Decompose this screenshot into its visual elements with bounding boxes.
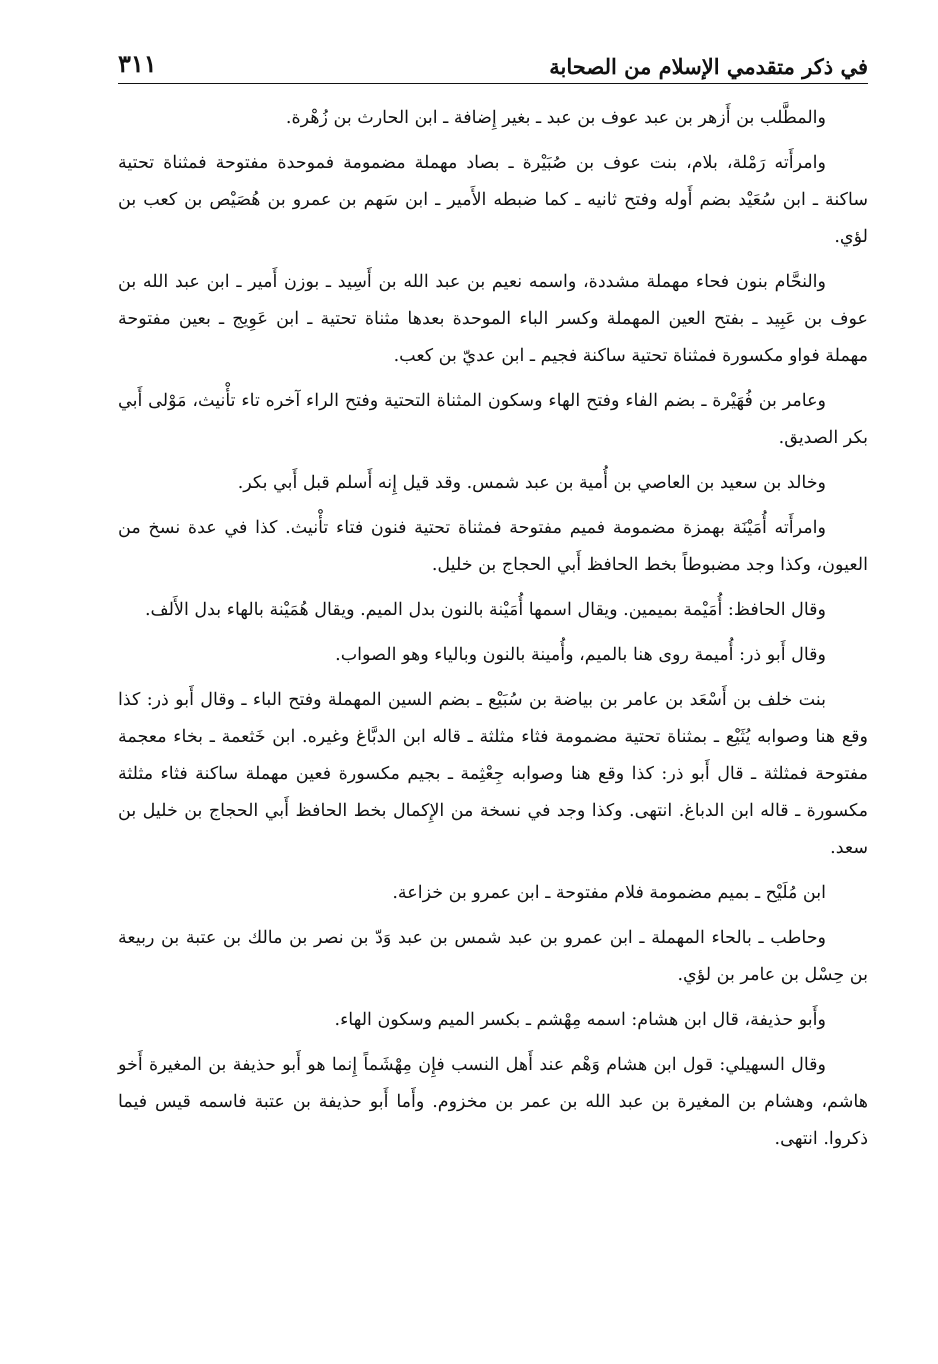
body-text: [118, 100, 868, 1158]
paragraph: وحاطب ـ بالحاء المهملة ـ ابن عمرو بن عبد شمس بن عبد وَدّ بن نصر بن مالك بن عتبة بن ربيعة بن حِسْل بن عامر بن لؤي.: [118, 928, 868, 985]
running-head-title: في ذكر متقدمي الإسلام من الصحابة: [549, 53, 868, 79]
paragraph: وقال السهيلي: قول ابن هشام وَهْم عند أَهل النسب فإِن مِهْشَماً إِنما هو أَبو حذيفة بن المغيرة أَخو هاشم، وهشام بن المغيرة بن عبد الله بن عمر بن مخزوم. وأَما أَبو حذيفة بن عتبة فاسمه قيس فيما ذكروا. انتهى.: [118, 1055, 868, 1149]
paragraph: وعامر بن فُهَيْرة ـ بضم الفاء وفتح الهاء وسكون المثناة التحتية وفتح الراء آخره تاء تأْنيث، مَوْلى أَبي بكر الصديق.: [118, 391, 868, 448]
paragraph: وامرأَته رَمْلة، بلام، بنت عوف بن صُبَيْرة ـ بصاد مهملة مضمومة فموحدة مفتوحة فمثناة تحتية ساكنة ـ ابن سُعَيْد بضم أَوله وفتح ثانيه ـ كما ضبطه الأَمير ـ ابن سَهم بن عمرو بن هُصَيْص بن كعب بن لؤي.: [118, 153, 868, 247]
paragraph: وقال أَبو ذر: أُميمة روى هنا بالميم، وأُمينة بالنون وبالياء وهو الصواب.: [335, 645, 826, 665]
paragraph: وقال الحافظ: أُمَيْمة بميمين. ويقال اسمها أُمَيْنة بالنون بدل الميم. ويقال هُمَيْنة بالهاء بدل الأَلف.: [144, 600, 826, 620]
paragraph: والنحَّام بنون فحاء مهملة مشددة، واسمه نعيم بن عبد الله بن أَسِيد ـ بوزن أَمير ـ ابن عبد الله بن عوف بن عَبِيد ـ بفتح العين المهملة وكسر الباء الموحدة بعدها مثناة تحتية ـ ابن عَوِيج ـ بعين مفتوحة مهملة فواو مكسورة فمثناة تحتية ساكنة فجيم ـ ابن عديّ بن كعب.: [118, 272, 868, 366]
paragraph: والمطَّلب بن أَزهر بن عبد عوف بن عبد ـ بغير إِضافة ـ ابن الحارث بن زُهْرة.: [285, 108, 826, 128]
document-page: [118, 40, 868, 1340]
running-head: [118, 40, 868, 84]
paragraph: وامرأَته أُمَيْنَة بهمزة مضمومة فميم مفتوحة فمثناة تحتية فنون فتاء تأْنيث. كذا في عدة نسخ من العيون، وكذا وجد مضبوطاً بخط الحافظ أَبي الحجاج بن خليل.: [118, 518, 868, 575]
paragraph: ابن مُلَيْح ـ بميم مضمومة فلام مفتوحة ـ ابن عمرو بن خزاعة.: [392, 883, 826, 903]
paragraph: وخالد بن سعيد بن العاصي بن أُمية بن عبد شمس. وقد قيل إِنه أَسلم قبل أَبي بكر.: [237, 473, 826, 493]
paragraph: وأَبو حذيفة، قال ابن هشام: اسمه مِهْشم ـ بكسر الميم وسكون الهاء.: [334, 1010, 826, 1030]
paragraph: بنت خلف بن أَسْعَد بن عامر بن بياضة بن سُبَيْع ـ بضم السين المهملة وفتح الباء ـ وقال أَبو ذر: كذا وقع هنا وصوابه يُثَيْع ـ بمثناة تحتية مضمومة فثاء مثلثة ـ قاله ابن الدبَّاغ وغيره. ابن خَثعمة ـ بخاء معجمة مفتوحة فمثلثة ـ قال أَبو ذر: كذا وقع هنا وصوابه جِعْثِمة ـ بجيم مكسورة فعين مهملة ساكنة فثاء مثلثة مكسورة ـ قاله ابن الدباغ. انتهى. وكذا وجد في نسخة من الإِكمال بخط الحافظ أَبي الحجاج بن خليل بن سعد.: [118, 690, 868, 858]
page-number: ٣١١: [118, 49, 157, 79]
